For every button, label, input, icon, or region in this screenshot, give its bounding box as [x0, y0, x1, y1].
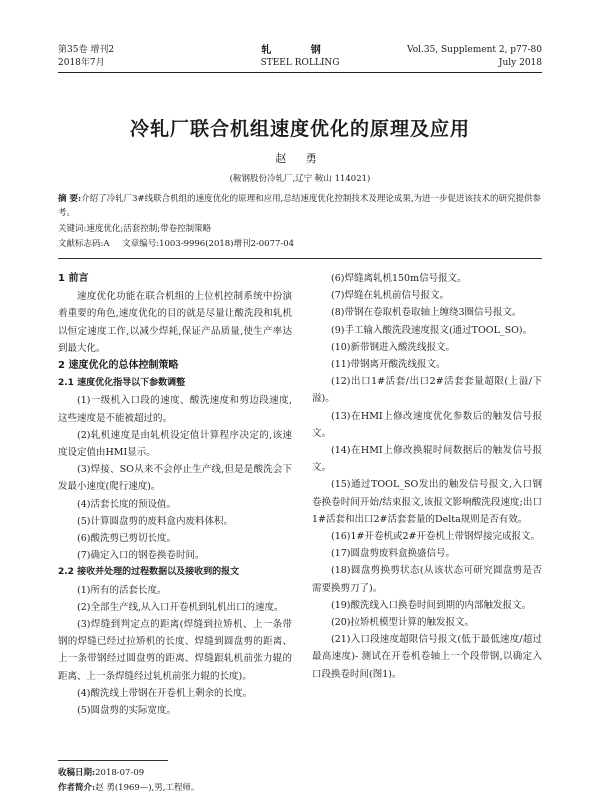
- header-rule: [58, 72, 542, 73]
- list-item: (14)在HMI上修改换辊时间数据后的触发信号报文。: [312, 445, 542, 474]
- list-item: (1)一级机入口段的速度、酸洗速度和剪边段速度,这些速度是不能被超过的。: [58, 395, 292, 424]
- received-date: 2018-07-09: [95, 768, 145, 778]
- list-item: (2)轧机速度是由轧机设定值计算程序决定的,该速度设定值由HMI显示。: [58, 429, 292, 459]
- list-item: (12)出口1#活套/出口2#活套套量超限(上溢/下溢)。: [312, 376, 542, 405]
- header-date: 2018年7月: [58, 58, 105, 68]
- list-item: (3)焊接、SO从来不会停止生产线,但是是酸洗会下发最小速度(爬行速度)。: [58, 464, 292, 493]
- paper-author: 赵 勇: [275, 152, 325, 165]
- list-item: (10)新带钢进入酸洗线报文。: [331, 341, 456, 353]
- list-item: (5)计算圆盘剪的废料盒内废料体积。: [77, 515, 233, 527]
- header-volume-en-line1: Vol.35, Supplement 2, p77-80: [407, 45, 542, 55]
- header-volume-en-line2: July 2018: [498, 58, 542, 68]
- list-item: (13)在HMI上修改速度优化参数后的触发信号报文。: [312, 410, 542, 439]
- list-item: (9)手工输入酸洗段速度报文(通过TOOL_SO)。: [331, 324, 533, 336]
- list-item: (15)通过TOOL_SO发出的触发信号报文,入口钢卷换卷时间开始/结束报文,该报文影响酸洗段速度;出口1#活套和出口2#活套套量的Delta规则是否有效。: [312, 479, 542, 525]
- abstract-label: 摘 要:: [58, 194, 82, 204]
- author-affiliation: (鞍钢股份冷轧厂,辽宁 鞍山 114021): [229, 174, 371, 184]
- keywords: [58, 222, 542, 236]
- list-item: (16)1#开卷机或2#开卷机上带钢焊接完成报文。: [331, 531, 541, 543]
- header-volume-en: [407, 44, 542, 70]
- list-item: (21)入口段速度超限信号报文(低于最低速度/超过最高速度)- 测试在开卷机卷轴上一个段带钢,以确定入口段换卷时间(图1)。: [312, 634, 542, 680]
- abstract: [58, 192, 542, 220]
- document-code: 文献标志码:A: [58, 239, 110, 249]
- list-item: (5)圆盘剪的实际宽度。: [77, 705, 176, 717]
- list-item: (1)所有的活套长度。: [77, 584, 167, 596]
- abstract-text: 介绍了冷轧厂3#线联合机组的速度优化的原理和应用,总结速度优化控制技术及理论成果,为进一步促进该技术的研究提供参考。: [58, 194, 542, 218]
- running-header: [58, 44, 542, 72]
- list-item: (3)焊缝到判定点的距离(焊缝到拉矫机、上一条带钢的焊缝已经过拉矫机的长度、焊缝到圆盘剪的距离、上一条带钢经过圆盘剪的距离、焊缝跟轧机前张力辊的距离、上一条焊缝经过轧机前张力辊的长度)。: [58, 619, 292, 682]
- list-item: (18)圆盘剪换剪状态(从该状态可研究圆盘剪是否需要换剪刀了)。: [312, 565, 542, 594]
- footnote-received: [58, 766, 308, 780]
- classification: [58, 237, 542, 251]
- author-info: 赵 勇(1969—),男,工程师。: [95, 783, 200, 793]
- list-item: (2)全部生产线,从入口开卷机到轧机出口的速度。: [77, 601, 284, 613]
- list-item: (6)焊缝离轧机150m信号报文。: [331, 273, 467, 284]
- section-heading: 1 前言: [58, 273, 89, 284]
- list-item: (8)带钢在卷取机卷取轴上缠绕3圈信号报文。: [331, 307, 522, 319]
- list-item: (19)酸洗线入口换卷时间到期的内部触发报文。: [331, 599, 532, 611]
- section-heading: 2 速度优化的总体控制策略: [58, 360, 179, 372]
- list-item: (7)焊缝在轧机前信号报文。: [331, 290, 449, 302]
- left-column: [58, 270, 292, 719]
- list-item: (4)活套长度的预设值。: [77, 498, 176, 510]
- header-volume: 第35卷 增刊2: [58, 45, 115, 55]
- list-item: (20)拉矫机模型计算的触发报文。: [331, 617, 475, 629]
- footnote-rule: [58, 760, 168, 761]
- author-info-label: 作者简介:: [58, 783, 96, 793]
- received-label: 收稿日期:: [58, 768, 96, 778]
- paragraph: 速度优化功能在联合机组的上位机控制系统中扮演着重要的角色,速度优化的目的就是尽量让酸洗段和轧机以恒定速度工作,以减少焊耗,保证产品质量,使生产率达到最大化。: [58, 291, 292, 354]
- subsection-heading: 2.2 接收并处理的过程数据以及接收到的报文: [58, 567, 240, 578]
- list-item: (6)酸洗剪已剪切长度。: [77, 533, 176, 545]
- list-item: (11)带钢离开酸洗线报文。: [331, 359, 446, 371]
- header-journal-en: STEEL ROLLING: [260, 58, 340, 68]
- right-column: [312, 270, 542, 683]
- header-journal-cn: 轧 钢: [261, 45, 339, 56]
- article-number: 文章编号:1003-9996(2018)增刊2-0077-04: [122, 239, 295, 249]
- abstract-rule: [58, 258, 542, 259]
- keywords-label: 关键词:: [58, 224, 87, 234]
- subsection-heading: 2.1 速度优化指导以下参数调整: [58, 378, 186, 389]
- list-item: (4)酸洗线上带钢在开卷机上剩余的长度。: [77, 687, 252, 699]
- paper-title: 冷轧厂联合机组速度优化的原理及应用: [129, 118, 470, 140]
- keywords-text: 速度优化;活套控制;带卷控制策略: [86, 224, 212, 234]
- list-item: (7)确定入口的钢卷换卷时间。: [77, 550, 205, 562]
- list-item: (17)圆盘剪废料盒换盛信号。: [331, 548, 456, 560]
- footnote-author: [58, 781, 308, 795]
